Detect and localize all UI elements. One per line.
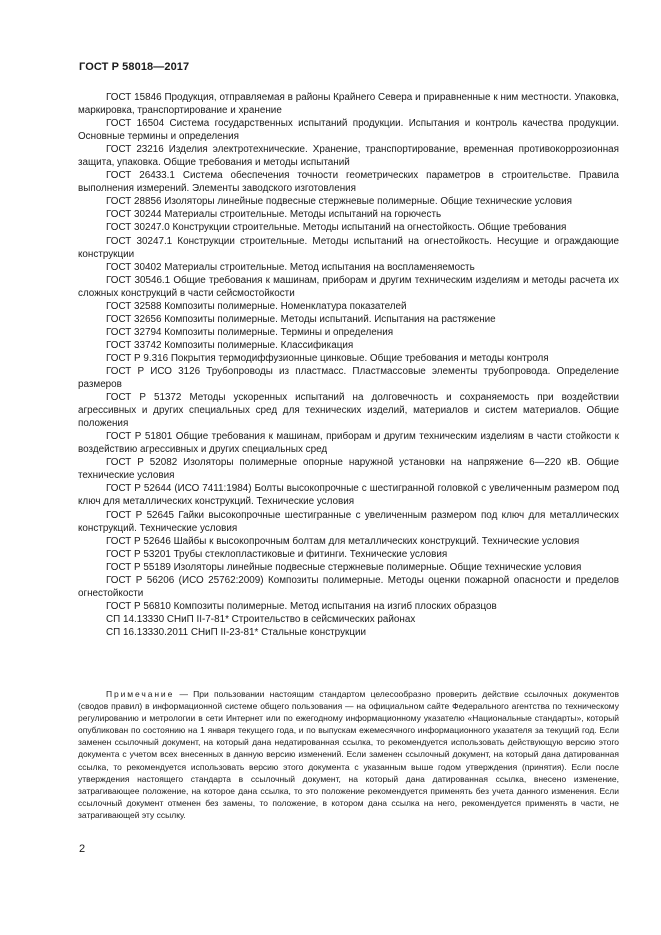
reference-item: ГОСТ 30402 Материалы строительные. Метод испытания на воспламеняемость: [106, 261, 475, 273]
reference-item: ГОСТ Р 52645 Гайки высокопрочные шестигранные с увеличенным размером под ключ для металлических конструкций. Технические условия: [78, 509, 619, 534]
note-paragraph: [78, 688, 619, 821]
reference-item: ГОСТ Р 56810 Композиты полимерные. Метод испытания на изгиб плоских образцов: [106, 600, 497, 612]
note-label: Примечание: [106, 689, 175, 699]
reference-item: СП 14.13330 СНиП II-7-81* Строительство в сейсмических районах: [106, 613, 416, 625]
reference-item: ГОСТ Р 51801 Общие требования к машинам, приборам и другим техническим изделиям в части стойкости к воздействию агрессивных и других специальных сред: [78, 431, 619, 456]
reference-item: ГОСТ Р 52646 Шайбы к высокопрочным болтам для металлических конструкций. Технические условия: [106, 535, 580, 547]
reference-item: ГОСТ Р ИСО 3126 Трубопроводы из пластмасс. Пластмассовые элементы трубопровода. Определение размеров: [78, 365, 619, 391]
reference-item: ГОСТ Р 55189 Изоляторы линейные подвесные стержневые полимерные. Общие технические условия: [106, 561, 582, 573]
reference-item: ГОСТ Р 52082 Изоляторы полимерные опорные наружной установки на напряжение 6—220 кВ. Общие технические условия: [78, 457, 619, 482]
reference-item: ГОСТ 16504 Система государственных испытаний продукции. Испытания и контроль качества продукции. Основные термины и определения: [78, 118, 619, 143]
reference-item: ГОСТ 32656 Композиты полимерные. Методы испытаний. Испытания на растяжение: [106, 313, 496, 325]
reference-item: ГОСТ Р 51372 Методы ускоренных испытаний на долговечность и сохраняемость при воздействии агрессивных и других специальных сред для технических изделий, материалов и систем материалов. Общие положения: [78, 392, 619, 430]
reference-item: ГОСТ 30247.1 Конструкции строительные. Методы испытаний на огнестойкость. Несущие и ограждающие конструкции: [78, 235, 619, 260]
normative-references: [78, 91, 619, 639]
document-header: ГОСТ Р 58018—2017: [79, 61, 190, 73]
reference-item: ГОСТ Р 53201 Трубы стеклопластиковые и фитинги. Технические условия: [106, 548, 448, 560]
reference-item: ГОСТ 30247.0 Конструкции строительные. Методы испытаний на огнестойкость. Общие требования: [106, 222, 567, 234]
reference-item: ГОСТ 23216 Изделия электротехнические. Хранение, транспортирование, временная противокоррозионная защита, упаковка. Общие требования и методы испытаний: [78, 144, 619, 169]
page-number: 2: [79, 843, 86, 855]
reference-item: ГОСТ Р 9.316 Покрытия термодиффузионные цинковые. Общие требования и методы контроля: [106, 352, 549, 364]
reference-item: ГОСТ 30244 Материалы строительные. Методы испытаний на горючесть: [106, 209, 442, 221]
reference-item: ГОСТ 32588 Композиты полимерные. Номенклатура показателей: [106, 300, 407, 312]
reference-item: ГОСТ 28856 Изоляторы линейные подвесные стержневые полимерные. Общие технические условия: [106, 196, 573, 208]
reference-item: ГОСТ 32794 Композиты полимерные. Термины и определения: [106, 326, 394, 338]
reference-item: ГОСТ 30546.1 Общие требования к машинам, приборам и другим техническим изделиям и методы расчета их сложных конструкций в части сейсмостойкости: [78, 274, 619, 299]
reference-item: ГОСТ Р 52644 (ИСО 7411:1984) Болты высокопрочные с шестигранной головкой с увеличенным размером под ключ для металлических конструкций. Технические условия: [78, 483, 619, 508]
reference-item: ГОСТ 15846 Продукция, отправляемая в районы Крайнего Севера и приравненные к ним местности. Упаковка, маркировка, транспортирование и хранение: [78, 92, 619, 117]
reference-item: ГОСТ Р 56206 (ИСО 25762:2009) Композиты полимерные. Методы оценки пожарной опасности и пределов огнестойкости: [78, 574, 619, 599]
note-text: — При пользовании настоящим стандартом целесообразно проверить действие ссылочных документов (сводов правил) в информационной системе общего пользования — на официальном сайте Федерального агентства по техническому регулированию и метрологии в сети Интернет или по ежегодному информационному указателю «Национальные стандарты», который опубликован по состоянию на 1 января текущего года, и по выпускам ежемесячного информационного указателя за текущий год. Если заменен ссылочный документ, на который дана недатированная ссылка, то рекомендуется использовать действующую версию этого документа с учетом всех внесенных в данную версию изменений. Если заменен ссылочный документ, на который дана датированная ссылка, то рекомендуется использовать версию этого документа с указанным выше годом утверждения (принятия). Если после утверждения настоящего стандарта в ссылочный документ, на который дана датированная ссылка, внесено изменение, затрагивающее положение, на которое дана ссылка, то это положение рекомендуется применять без учета данного изменения. Если ссылочный документ отменен без замены, то положение, в котором дана ссылка на него, рекомендуется применять в части, не затрагивающей эту ссылку.: [78, 689, 619, 820]
reference-item: СП 16.13330.2011 СНиП II-23-81* Стальные конструкции: [106, 626, 367, 638]
reference-item: ГОСТ 33742 Композиты полимерные. Классификация: [106, 339, 354, 351]
reference-item: ГОСТ 26433.1 Система обеспечения точности геометрических параметров в строительстве. Правила выполнения измерений. Элементы заводского изготовления: [78, 170, 619, 195]
